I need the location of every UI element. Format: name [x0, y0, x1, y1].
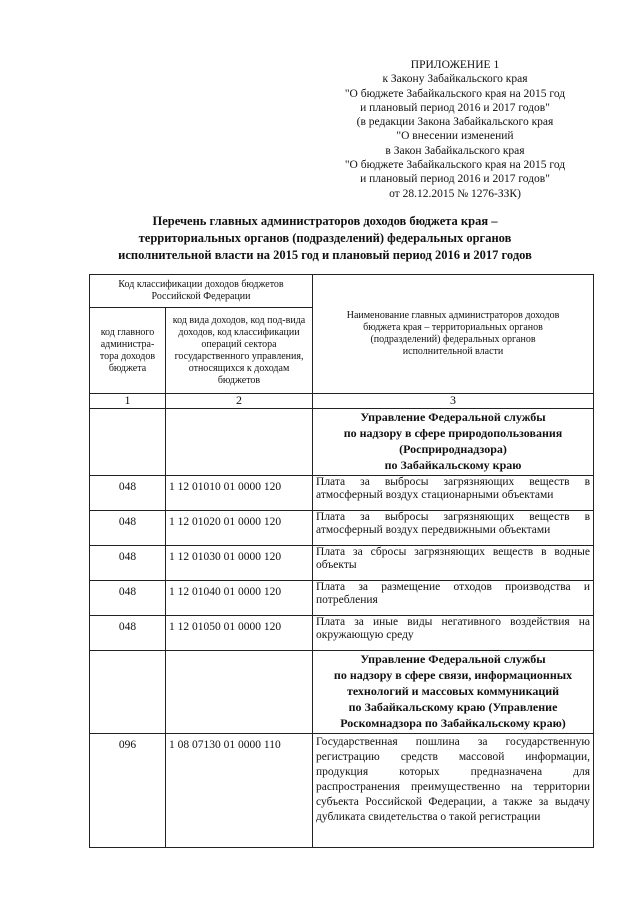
revenue-name: Плата за сбросы загрязняющих веществ в водные объекты [313, 546, 594, 581]
column-numbers-row [90, 394, 594, 409]
section-line: Управление Федеральной службы [360, 410, 546, 424]
revenue-name: Плата за выбросы загрязняющих веществ в атмосферный воздух стационарными объектами [313, 476, 594, 511]
admin-code: 048 [90, 546, 166, 581]
appendix-block [310, 58, 600, 201]
admin-code: 048 [90, 616, 166, 651]
admin-code-header: код главного администра-тора доходов бюджета [90, 308, 166, 394]
section-row [90, 409, 594, 476]
section-heading [313, 651, 594, 734]
classification-header: Код классификации доходов бюджетов Российской Федерации [90, 275, 313, 308]
section-line: по Забайкальскому краю (Управление [348, 700, 558, 714]
revenue-name: Плата за размещение отходов производства и потребления [313, 581, 594, 616]
table-row [90, 581, 594, 616]
admin-code: 048 [90, 511, 166, 546]
section-line: технологий и массовых коммуникаций [346, 684, 560, 698]
table-row [90, 546, 594, 581]
revenue-code: 1 12 01050 01 0000 120 [166, 616, 313, 651]
appendix-line: (в редакции Закона Забайкальского края [356, 116, 554, 129]
appendix-line: "О внесении изменений [396, 130, 514, 143]
title-line: исполнительной власти на 2015 год и плановый период 2016 и 2017 годов [118, 248, 532, 262]
revenue-code: 1 12 01040 01 0000 120 [166, 581, 313, 616]
administrators-table [89, 274, 594, 848]
table-row [90, 511, 594, 546]
admin-code: 048 [90, 581, 166, 616]
admin-code: 096 [90, 734, 166, 848]
revenue-code-header: код вида доходов, код под-вида доходов, код классификации операций сектора государственного управления, относящихся к доходам бюджетов [166, 308, 313, 394]
section-line: Роскомнадзора по Забайкальскому краю) [340, 716, 566, 730]
revenue-name: Государственная пошлина за государственную регистрацию средств массовой информации, продукция которых предназначена для распространения преимущественно на территории субъекта Российской Федерации, а также за выдачу дубликата свидетельства о такой регистрации [313, 734, 594, 848]
appendix-line: и плановый период 2016 и 2017 годов" [360, 173, 550, 186]
section-line: по надзору в сфере связи, информационных [333, 668, 573, 682]
section-heading [313, 409, 594, 476]
appendix-line: и плановый период 2016 и 2017 годов" [360, 101, 550, 114]
revenue-code: 1 08 07130 01 0000 110 [166, 734, 313, 848]
revenue-code: 1 12 01010 01 0000 120 [166, 476, 313, 511]
appendix-line: "О бюджете Забайкальского края на 2015 год [344, 159, 566, 172]
appendix-line: "О бюджете Забайкальского края на 2015 год [344, 87, 566, 100]
revenue-name: Плата за выбросы загрязняющих веществ в атмосферный воздух передвижными объектами [313, 511, 594, 546]
column-number: 2 [166, 394, 313, 409]
title-line: Перечень главных администраторов доходов бюджета края – [152, 214, 498, 228]
table-row [90, 476, 594, 511]
document-title [60, 213, 590, 264]
admin-code: 048 [90, 476, 166, 511]
header-row [90, 275, 594, 308]
title-line: территориальных органов (подразделений) федеральных органов [138, 231, 512, 245]
section-line: (Росприроднадзора) [399, 442, 507, 456]
name-header: Наименование главных администраторов доходов бюджета края – территориальных органов (подразделений) федеральных органов исполнительной власти [313, 275, 594, 394]
table-row [90, 734, 594, 848]
appendix-line: к Закону Забайкальского края [382, 73, 528, 86]
column-number: 3 [313, 394, 594, 409]
column-number: 1 [90, 394, 166, 409]
section-line: Управление Федеральной службы [360, 652, 546, 666]
table-row [90, 616, 594, 651]
section-line: по надзору в сфере природопользования [343, 426, 563, 440]
section-line: по Забайкальскому краю [384, 458, 522, 472]
appendix-line: в Закон Забайкальского края [385, 144, 525, 157]
revenue-name: Плата за иные виды негативного воздействия на окружающую среду [313, 616, 594, 651]
revenue-code: 1 12 01030 01 0000 120 [166, 546, 313, 581]
section-row [90, 651, 594, 734]
appendix-line: от 28.12.2015 № 1276-ЗЗК) [389, 187, 521, 200]
revenue-code: 1 12 01020 01 0000 120 [166, 511, 313, 546]
appendix-line: ПРИЛОЖЕНИЕ 1 [410, 59, 500, 71]
